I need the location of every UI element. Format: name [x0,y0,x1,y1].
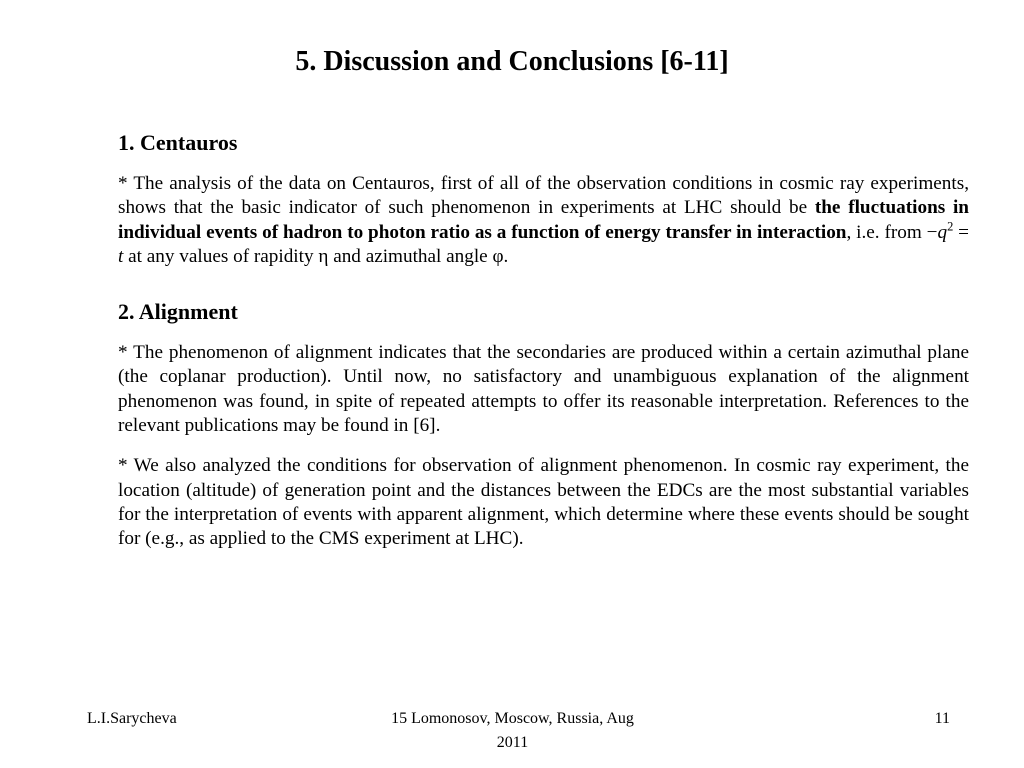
alignment-paragraph-2: * We also analyzed the conditions for observation of alignment phenomenon. In cosmic ray experiment, the location (altitude) of generation point and the distances between the EDCs are the most substantial variables for the interpretation of events with apparent alignment, which determine where these events should be sought for (e.g., as applied to the CMS experiment at LHC). [118,455,969,550]
section-heading-alignment: 2. Alignment [118,299,238,325]
centauros-key-finding: the fluctuations in individual events of hadron to photon ratio as a function of energy transfer in interaction [118,197,969,243]
math-exponent: 2 [947,219,954,234]
alignment-paragraph-1: * The phenomenon of alignment indicates that the secondaries are produced within a certain azimuthal plane (the coplanar production). Until now, no satisfactory and unambiguous explanation of the alignment phenomenon was found, in spite of repeated attempts to offer its reasonable interpretation. References to the relevant publications may be found in [6]. [118,342,969,437]
section-heading-centauros: 1. Centauros [118,130,238,155]
slide-content [118,128,969,552]
centauros-text: * The analysis of the data on Centauros, first of all of the observation conditions in cosmic ray experiments, shows that the basic indicator of such phenomenon in experiments at LHC should be [118,173,969,219]
footer-event-line2: 2011 [496,734,529,751]
slide-title: 5. Discussion and Conclusions [6-11] [295,46,729,77]
centauros-text-end: at any values of rapidity η and azimuthal angle φ. [123,245,509,267]
math-equals: = [953,221,969,243]
centauros-text-after: , i.e. from [846,221,927,243]
footer-event [340,707,685,755]
math-t: t [118,245,124,267]
footer-event-line1: 15 Lomonosov, Moscow, Russia, Aug [391,710,634,727]
centauros-paragraph [118,172,969,269]
math-q: q [937,221,948,243]
footer-author: L.I.Sarycheva [87,710,177,727]
math-minus: − [926,221,938,243]
footer-page-number: 11 [934,710,950,727]
